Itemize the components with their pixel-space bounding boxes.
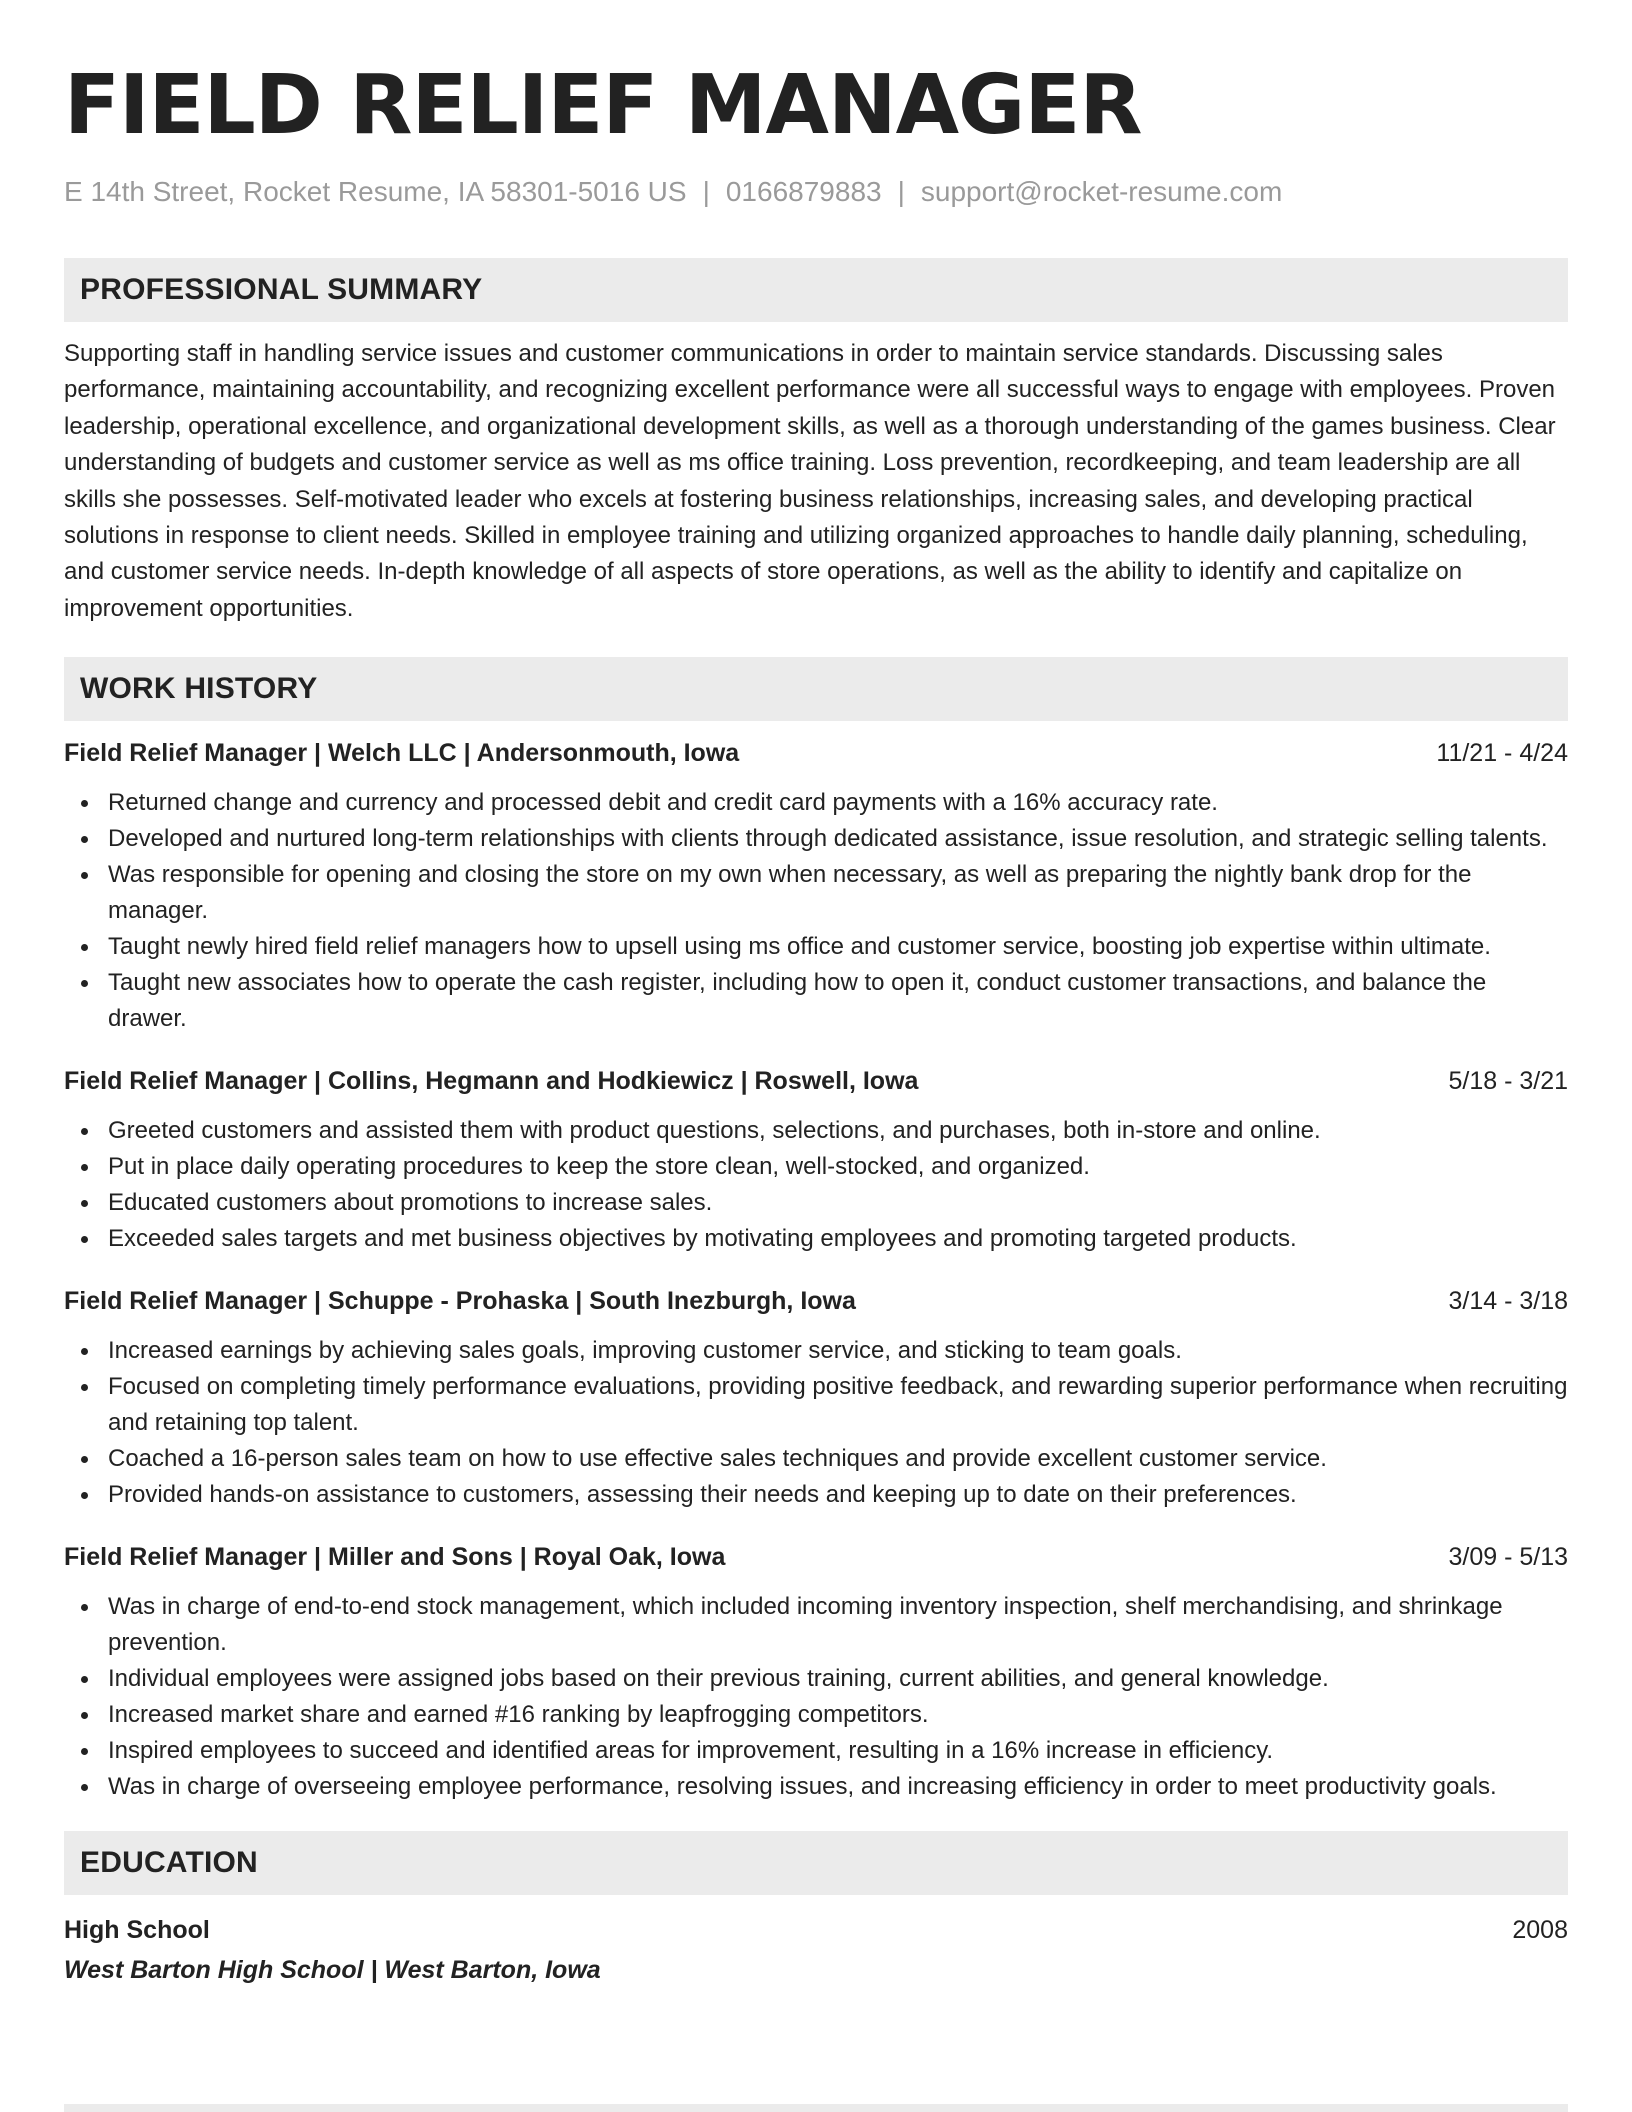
job-bullet: Provided hands-on assistance to customers, assessing their needs and keeping up to date on their preferences. [64,1477,1568,1513]
job-bullet: Coached a 16-person sales team on how to use effective sales techniques and provide excellent customer service. [64,1441,1568,1477]
contact-separator: | [897,176,905,207]
summary-heading: PROFESSIONAL SUMMARY [64,258,1568,322]
job-header [64,1063,1568,1099]
job-bullet: Focused on completing timely performance evaluations, providing positive feedback, and rewarding superior performance when recruiting and retaining top talent. [64,1369,1568,1441]
job-header [64,1539,1568,1575]
resume-name: FIELD RELIEF MANAGER [64,58,1142,153]
job-bullet: Increased market share and earned #16 ranking by leapfrogging competitors. [64,1697,1568,1733]
job-bullet: Increased earnings by achieving sales goals, improving customer service, and sticking to team goals. [64,1333,1568,1369]
job-title: Field Relief Manager | Welch LLC | Andersonmouth, Iowa [64,739,740,768]
contact-email: support@rocket-resume.com [920,176,1283,207]
job-bullets [64,1113,1568,1257]
next-section-band [64,2104,1568,2112]
job-bullet: Taught new associates how to operate the cash register, including how to open it, conduct customer transactions, and balance the drawer. [64,965,1568,1037]
job-bullet: Was responsible for opening and closing the store on my own when necessary, as well as preparing the nightly bank drop for the manager. [64,857,1568,929]
job-bullet: Educated customers about promotions to increase sales. [64,1185,1568,1221]
summary-text: Supporting staff in handling service issues and customer communications in order to maintain service standards. Discussing sales performance, maintaining accountability, and recognizing excellent performance were all successful ways to engage with employees. Proven leadership, operational excellence, and organizational development skills, as well as a thorough understanding of the games business. Clear understanding of budgets and customer service as well as ms office training. Loss prevention, recordkeeping, and team leadership are all skills she possesses. Self-motivated leader who excels at fostering business relationships, increasing sales, and developing practical solutions in response to client needs. Skilled in employee training and utilizing organized approaches to handle daily planning, scheduling, and customer service needs. In-depth knowledge of all aspects of store operations, as well as the ability to identify and capitalize on improvement opportunities. [64,340,1556,622]
contact-line [64,174,1568,210]
job-bullet: Taught newly hired field relief managers how to upsell using ms office and customer service, boosting job expertise within ultimate. [64,929,1568,965]
job-dates: 5/18 - 3/21 [1448,1067,1568,1096]
contact-phone: 0166879883 [725,176,882,207]
job-entry [64,1063,1568,1257]
work-history-heading: WORK HISTORY [64,657,1568,721]
job-bullet: Individual employees were assigned jobs based on their previous training, current abilities, and general knowledge. [64,1661,1568,1697]
job-bullet: Developed and nurtured long-term relationships with clients through dedicated assistance, issue resolution, and strategic selling talents. [64,821,1568,857]
job-bullets [64,785,1568,1037]
job-dates: 11/21 - 4/24 [1436,739,1568,768]
resume-page [64,0,1568,1989]
education-degree: High School [64,1916,210,1945]
job-header [64,1283,1568,1319]
job-dates: 3/14 - 3/18 [1448,1287,1568,1316]
education-school: West Barton High School | West Barton, Iowa [64,1956,601,1985]
job-bullet: Inspired employees to succeed and identified areas for improvement, resulting in a 16% increase in efficiency. [64,1733,1568,1769]
contact-address: E 14th Street, Rocket Resume, IA 58301-5016 US [64,176,687,207]
job-header [64,735,1568,771]
job-entry [64,1539,1568,1805]
education-heading: EDUCATION [64,1831,1568,1895]
job-bullets [64,1589,1568,1805]
job-bullet: Was in charge of end-to-end stock management, which included incoming inventory inspection, shelf merchandising, and shrinkage prevention. [64,1589,1568,1661]
job-title: Field Relief Manager | Miller and Sons | Royal Oak, Iowa [64,1543,726,1572]
job-title: Field Relief Manager | Collins, Hegmann and Hodkiewicz | Roswell, Iowa [64,1067,919,1096]
education-entry [64,1911,1568,1949]
job-bullets [64,1333,1568,1513]
job-bullet: Greeted customers and assisted them with product questions, selections, and purchases, both in-store and online. [64,1113,1568,1149]
job-entry [64,735,1568,1037]
job-bullet: Was in charge of overseeing employee performance, resolving issues, and increasing efficiency in order to meet productivity goals. [64,1769,1568,1805]
contact-separator: | [702,176,710,207]
job-dates: 3/09 - 5/13 [1448,1543,1568,1572]
job-bullet: Exceeded sales targets and met business objectives by motivating employees and promoting targeted products. [64,1221,1568,1257]
job-bullet: Returned change and currency and processed debit and credit card payments with a 16% accuracy rate. [64,785,1568,821]
job-title: Field Relief Manager | Schuppe - Prohaska | South Inezburgh, Iowa [64,1287,856,1316]
job-bullet: Put in place daily operating procedures to keep the store clean, well-stocked, and organized. [64,1149,1568,1185]
job-entry [64,1283,1568,1513]
education-year: 2008 [1512,1916,1568,1945]
